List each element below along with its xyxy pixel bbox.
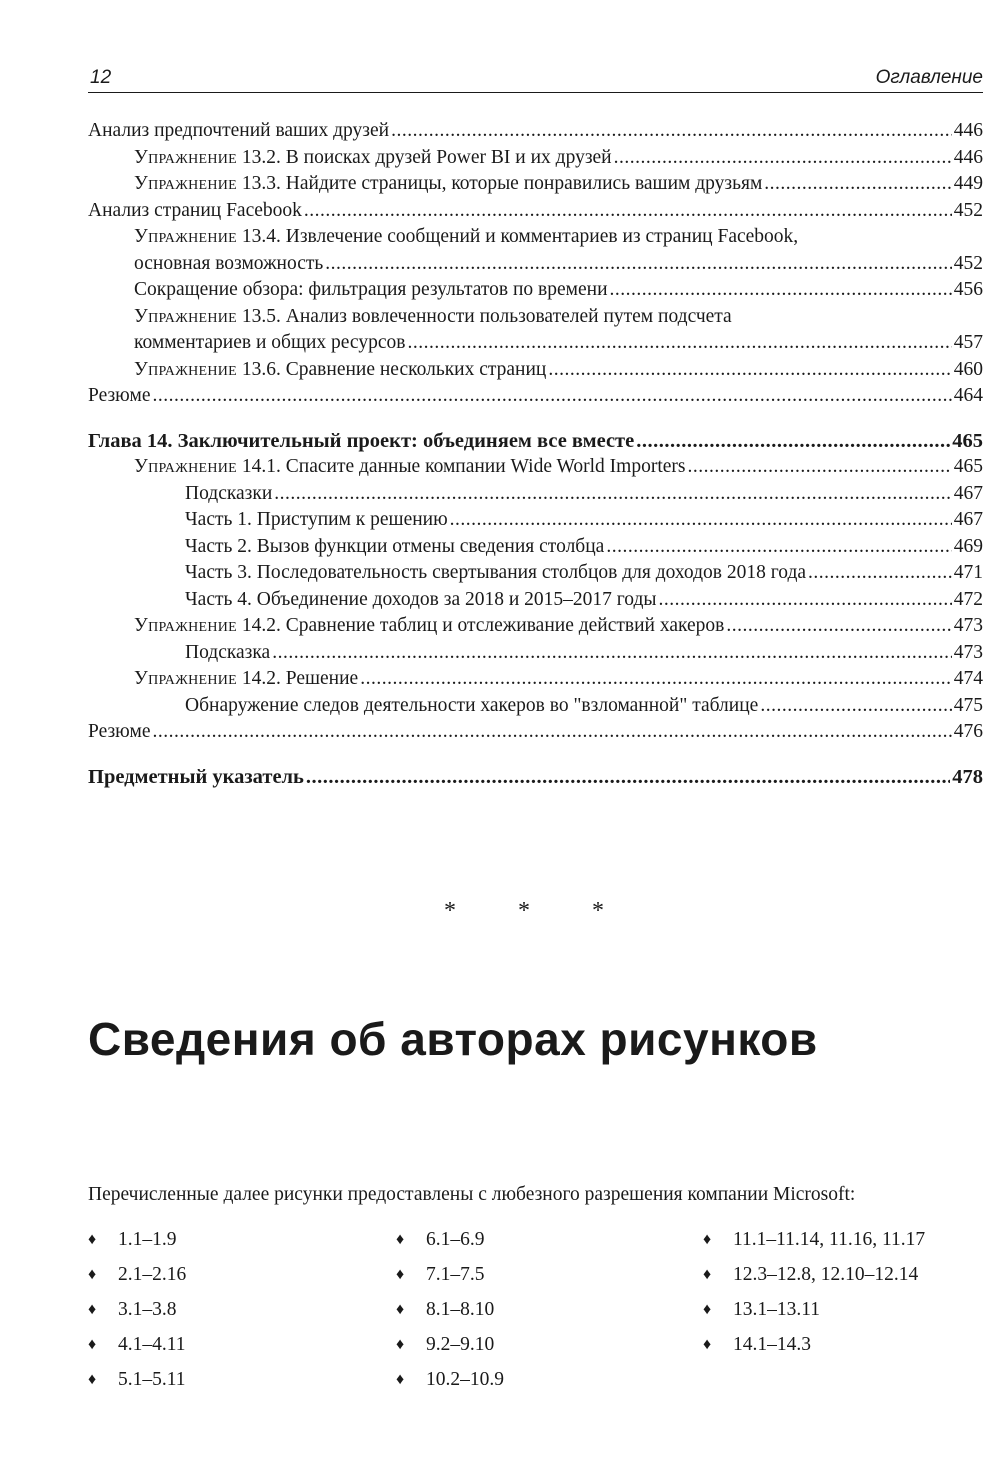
toc-entry-text: комментариев и общих ресурсов [134,332,406,353]
toc-entry-text: 13.5. Анализ вовлеченности пользователей путем подсчета [237,305,732,327]
credits-item-text: 6.1–6.9 [426,1228,485,1250]
toc-page-number: 474 [953,668,983,689]
credits-item-text: 13.1–13.11 [733,1298,821,1320]
toc-entry [88,507,983,534]
credits-column [88,1222,186,1397]
toc-dot-leader [610,277,952,304]
toc-entry-text: Часть 4. Объединение доходов за 2018 и 2015–2017 годы [185,588,657,610]
toc-entry [88,428,983,455]
toc-dot-leader [407,330,951,357]
toc-page-number: 473 [953,615,983,636]
toc-page-number: 456 [953,279,983,300]
credits-item-text: 7.1–7.5 [426,1263,485,1285]
toc-dot-leader [687,454,951,481]
toc-page-number: 475 [953,694,983,716]
credits-item [396,1292,504,1327]
toc-entry-text: Анализ страниц Facebook [88,199,302,221]
credits-item-text: 14.1–14.3 [733,1333,811,1355]
toc-page-number: 457 [953,332,983,353]
toc-entry-title [88,764,304,791]
credits-item [88,1327,186,1362]
toc-entry-text: 14.2. Сравнение таблиц и отслеживание действий хакеров [237,615,725,636]
toc-entry [88,277,983,304]
toc-dot-leader [325,251,951,278]
toc-gap [88,746,983,764]
credits-item [703,1257,925,1292]
toc-dot-leader [391,118,952,145]
toc-entry-prefix: Упражнение [134,305,238,327]
diamond-bullet-icon: ♦ [703,1335,712,1353]
diamond-bullet-icon: ♦ [396,1230,405,1248]
toc-gap [88,410,983,428]
toc-page-number: 465 [952,429,983,452]
diamond-bullet-icon: ♦ [88,1300,97,1318]
toc-entry [88,383,983,410]
toc-entry-text: Часть 2. Вызов функции отмены сведения столбца [185,535,605,557]
credits-item [88,1292,186,1327]
toc-entry [88,613,983,640]
toc-entry-title [185,640,270,667]
toc-entry-title [88,198,302,225]
toc-entry-text: 14.1. Спасите данные компании Wide World Importers [237,456,686,477]
toc-entry-title [134,330,405,357]
toc-page-number: 452 [953,199,983,221]
diamond-bullet-icon: ♦ [703,1265,712,1283]
toc-page-number: 449 [953,173,983,194]
page-number: 12 [90,67,112,88]
toc-dot-leader [306,764,950,791]
toc-entry-title [134,613,724,640]
credits-item [703,1292,925,1327]
toc-dot-leader [614,145,952,172]
diamond-bullet-icon: ♦ [88,1230,97,1248]
credits-item-text: 3.1–3.8 [118,1298,177,1320]
toc-entry [88,560,983,587]
toc-entry-text: 14.2. Решение [237,668,359,689]
toc-entry [88,357,983,384]
running-title: Оглавление [875,67,983,88]
diamond-bullet-icon: ♦ [703,1300,712,1318]
toc-page-number: 472 [953,588,983,610]
credits-item-text: 4.1–4.11 [118,1333,186,1355]
toc-entry-title [134,304,732,331]
toc-dot-leader [548,357,951,384]
toc-entry-text: 13.2. В поисках друзей Power BI и их друзей [237,146,612,168]
toc-entry-text: Резюме [88,385,151,406]
toc-entry [88,198,983,225]
toc-page-number: 467 [953,509,983,530]
credits-item-text: 2.1–2.16 [118,1263,187,1285]
toc-page-number: 452 [953,252,983,274]
toc-entry-title [88,383,151,410]
credits-item-text: 5.1–5.11 [118,1368,186,1390]
credits-item [396,1327,504,1362]
toc-dot-leader [659,587,952,614]
credits-item [88,1222,186,1257]
toc-dot-leader [272,640,952,667]
credits-item-text: 1.1–1.9 [118,1228,177,1250]
toc-entry-title [134,357,546,384]
toc-entry [88,693,983,720]
section-title: Сведения об авторах рисунков [88,1013,818,1065]
credits-item [396,1257,504,1292]
toc-entry [88,224,983,251]
toc-entry-title [134,145,612,172]
toc-entry-text: Подсказки [185,482,273,504]
credits-column [703,1222,925,1362]
section-separator: * * * [444,898,632,924]
toc-page-number: 478 [952,765,983,788]
toc-entry-text: 13.6. Сравнение нескольких страниц [237,358,547,380]
toc-dot-leader [274,481,951,508]
toc-dot-leader [153,383,952,410]
toc-entry-prefix: Упражнение [134,358,238,380]
toc-entry [88,330,983,357]
toc-entry-title [185,587,657,614]
toc-entry-prefix: Упражнение [134,173,238,194]
diamond-bullet-icon: ♦ [396,1335,405,1353]
diamond-bullet-icon: ♦ [88,1370,97,1388]
toc-entry-text: Предметный указатель [88,765,304,788]
toc-page-number: 446 [953,146,983,168]
toc-page-number: 469 [953,535,983,557]
toc-entry-title [134,171,762,198]
toc-page-number: 446 [953,120,983,141]
toc-entry-prefix: Упражнение [134,668,238,689]
toc-dot-leader [450,507,952,534]
toc-entry [88,481,983,508]
toc-entry-text: Обнаружение следов деятельности хакеров во "взломанной" таблице [185,694,759,716]
toc-dot-leader [726,613,951,640]
toc-dot-leader [606,534,951,561]
diamond-bullet-icon: ♦ [396,1300,405,1318]
toc-page-number: 471 [953,562,983,583]
diamond-bullet-icon: ♦ [396,1370,405,1388]
toc-dot-leader [153,719,952,746]
toc-entry-title [134,454,685,481]
toc-entry-text: Часть 1. Приступим к решению [185,509,448,530]
toc-entry-title [88,428,634,455]
toc-dot-leader [808,560,952,587]
credits-item-text: 12.3–12.8, 12.10–12.14 [733,1263,919,1285]
toc-page-number: 460 [953,358,983,380]
credits-item-text: 9.2–9.10 [426,1333,495,1355]
credits-item [703,1327,925,1362]
toc-page-number: 473 [953,641,983,663]
toc-entry-prefix: Упражнение [134,615,238,636]
toc-page-number: 476 [953,721,983,742]
toc-entry [88,251,983,278]
toc-entry [88,764,983,791]
credits-item [88,1257,186,1292]
credits-item-text: 8.1–8.10 [426,1298,495,1320]
toc-entry-text: основная возможность [134,252,324,274]
diamond-bullet-icon: ♦ [88,1335,97,1353]
toc-entry-title [134,666,358,693]
toc-entry-title [185,560,806,587]
toc-entry-prefix: Упражнение [134,146,238,168]
section-intro: Перечисленные далее рисунки предоставлены с любезного разрешения компании Microsoft: [88,1184,856,1205]
toc-entry-prefix: Упражнение [134,456,238,477]
credits-item [396,1222,504,1257]
toc-entry [88,145,983,172]
credits-item-text: 10.2–10.9 [426,1368,504,1390]
toc-entry-title [134,224,798,251]
toc-entry [88,587,983,614]
diamond-bullet-icon: ♦ [703,1230,712,1248]
toc-entry-text: 13.4. Извлечение сообщений и комментариев из страниц Facebook, [237,226,799,247]
toc-page-number: 465 [953,456,983,477]
toc-page-number: 464 [953,385,983,406]
toc-entry-text: Часть 3. Последовательность свертывания столбцов для доходов 2018 года [185,562,807,583]
credits-column [396,1222,504,1397]
credits-item [396,1362,504,1397]
toc-entry-title [134,277,608,304]
toc-entry [88,640,983,667]
toc-entry-text: Подсказка [185,641,271,663]
diamond-bullet-icon: ♦ [396,1265,405,1283]
toc-entry-text: Глава 14. Заключительный проект: объединяем все вместе [88,429,635,452]
toc-entry-text: Резюме [88,721,151,742]
toc-entry-title [88,118,389,145]
toc-entry-title [185,693,758,720]
toc-dot-leader [304,198,952,225]
toc-dot-leader [760,693,951,720]
credits-item-text: 11.1–11.14, 11.16, 11.17 [733,1228,926,1250]
toc-entry-text: Анализ предпочтений ваших друзей [88,120,390,141]
toc-entry-prefix: Упражнение [134,226,238,247]
toc-entry-title [185,507,448,534]
toc-entry [88,171,983,198]
credits-item [88,1362,186,1397]
credits-item [703,1222,925,1257]
toc-entry-title [185,481,272,508]
toc-dot-leader [360,666,952,693]
toc-entry-text: 13.3. Найдите страницы, которые понравились вашим друзьям [237,173,763,194]
toc-entry [88,304,983,331]
toc-entry-text: Сокращение обзора: фильтрация результатов по времени [134,279,608,300]
toc-page-number: 467 [953,482,983,504]
toc-entry-title [134,251,323,278]
toc-entry [88,118,983,145]
page-header [88,66,983,93]
toc-entry-title [88,719,151,746]
toc-dot-leader [636,428,950,455]
toc-entry [88,454,983,481]
toc-dot-leader [764,171,951,198]
toc-entry [88,719,983,746]
table-of-contents [88,118,983,790]
diamond-bullet-icon: ♦ [88,1265,97,1283]
toc-entry [88,666,983,693]
toc-entry [88,534,983,561]
toc-entry-title [185,534,604,561]
